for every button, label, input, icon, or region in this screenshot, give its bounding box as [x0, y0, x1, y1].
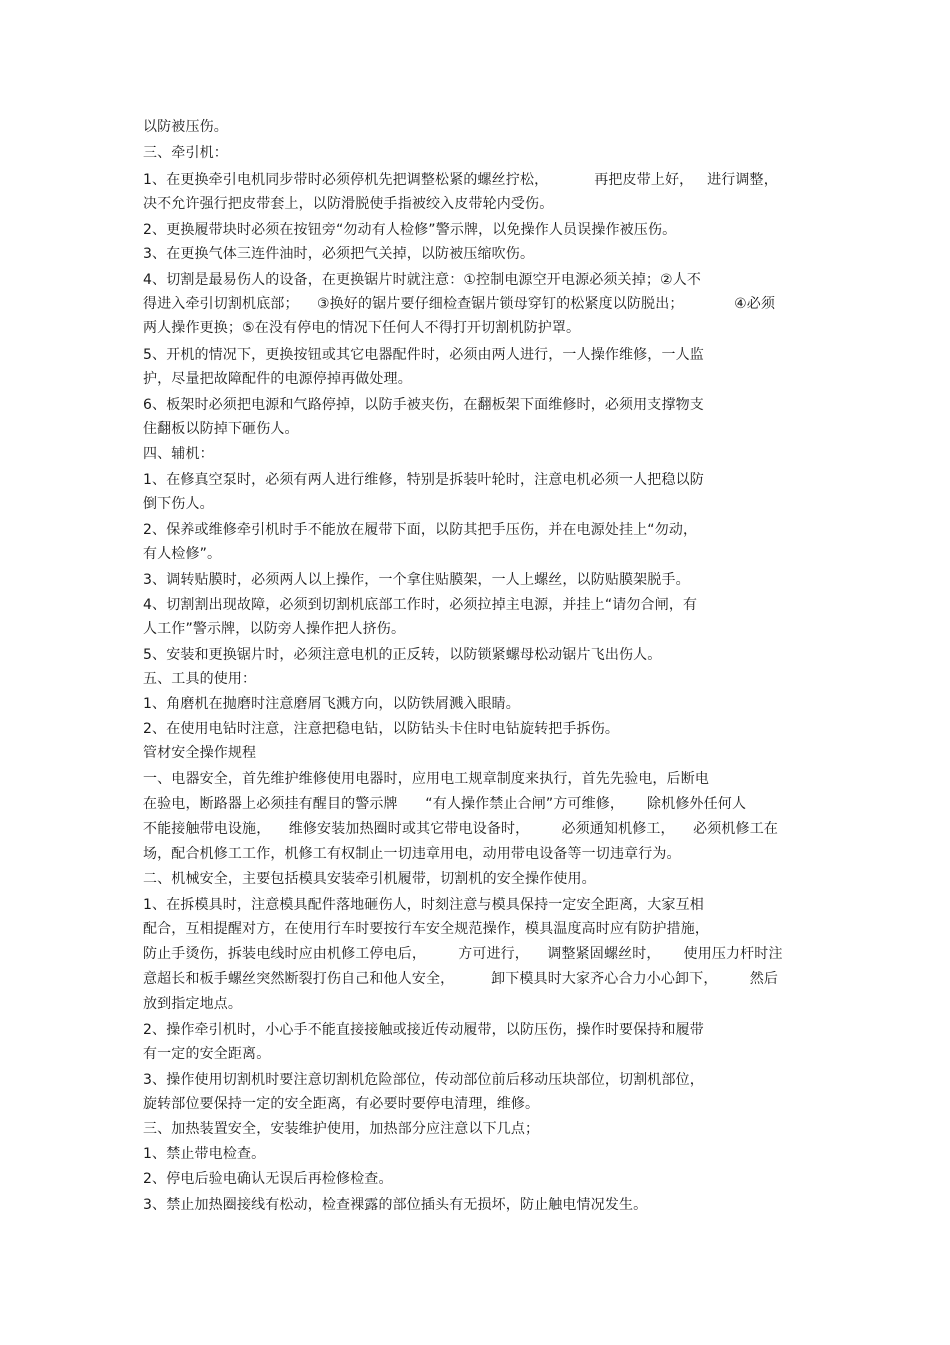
- text-line: 5、安装和更换锯片时，必须注意电机的正反转，以防锁紧螺母松动锯片飞出伤人。: [143, 647, 662, 663]
- text-line: 住翻板以防掉下砸伤人。: [143, 421, 299, 437]
- text-line: 二、机械安全，主要包括模具安装牵引机履带，切割机的安全操作使用。: [143, 871, 596, 887]
- text-line: 2、停电后验电确认无误后再检修检查。: [143, 1171, 393, 1187]
- text-line: 不能接触带电设施， 维修安装加热圈时或其它带电设备时， 必须通知机修工， 必须机修工在: [143, 821, 779, 837]
- text-line: 有人检修”。: [143, 546, 222, 562]
- text-line: 得进入牵引切割机底部； ③换好的锯片要仔细检查锯片锁母穿钉的松紧度以防脱出； ④必须: [143, 296, 776, 312]
- text-line: 2、更换履带块时必须在按钮旁“勿动有人检修”警示牌，以免操作人员误操作被压伤。: [143, 222, 677, 238]
- text-line: 6、板架时必须把电源和气路停掉，以防手被夹伤，在翻板架下面维修时，必须用支撑物支: [143, 397, 704, 413]
- text-line: 2、保养或维修牵引机时手不能放在履带下面，以防其把手压伤，并在电源处挂上“勿动，: [143, 522, 698, 538]
- text-line: 以防被压伤。: [143, 119, 228, 135]
- text-line: 有一定的安全距离。: [143, 1046, 271, 1062]
- text-line: 配合，互相提醒对方，在使用行车时要按行车安全规范操作，模具温度高时应有防护措施，: [143, 921, 709, 937]
- text-line: 意超长和板手螺丝突然断裂打伤自己和他人安全， 卸下模具时大家齐心合力小心卸下， 然后: [143, 971, 779, 987]
- text-line: 3、操作使用切割机时要注意切割机危险部位，传动部位前后移动压块部位，切割机部位，: [143, 1072, 704, 1088]
- text-line: 防止手烫伤，拆装电线时应由机修工停电后， 方可进行， 调整紧固螺丝时， 使用压力杆时注: [143, 946, 783, 962]
- text-line: 1、在更换牵引电机同步带时必须停机先把调整松紧的螺丝拧松， 再把皮带上好， 进行调整，: [143, 172, 778, 188]
- text-line: 旋转部位要保持一定的安全距离，有必要时要停电清理，维修。: [143, 1096, 540, 1112]
- document-title: 管材安全操作规程: [143, 745, 257, 761]
- text-line: 3、在更换气体三连件油时，必须把气关掉，以防被压缩吹伤。: [143, 246, 535, 262]
- section-heading: 五、工具的使用：: [143, 671, 257, 687]
- text-line: 5、开机的情况下，更换按钮或其它电器配件时，必须由两人进行，一人操作维修，一人监: [143, 347, 704, 363]
- text-line: 在验电，断路器上必须挂有醒目的警示牌 “有人操作禁止合闸”方可维修， 除机修外任何人: [143, 796, 747, 812]
- text-line: 2、在使用电钻时注意，注意把稳电钻，以防钻头卡住时电钻旋转把手拆伤。: [143, 721, 620, 737]
- text-line: 1、在修真空泵时，必须有两人进行维修，特别是拆装叶轮时，注意电机必须一人把稳以防: [143, 472, 704, 488]
- text-line: 场，配合机修工工作，机修工有权制止一切违章用电，动用带电设备等一切违章行为。: [143, 846, 681, 862]
- text-line: 4、切割割出现故障，必须到切割机底部工作时，必须拉掉主电源，并挂上“请勿合闸，有: [143, 597, 698, 613]
- text-line: 1、角磨机在抛磨时注意磨屑飞溅方向，以防铁屑溅入眼睛。: [143, 696, 520, 712]
- text-line: 两人操作更换；⑤在没有停电的情况下任何人不得打开切割机防护罩。: [143, 320, 581, 336]
- section-heading: 四、辅机：: [143, 446, 214, 462]
- text-line: 3、禁止加热圈接线有松动，检查裸露的部位插头有无损坏，防止触电情况发生。: [143, 1197, 648, 1213]
- text-line: 3、调转贴膜时，必须两人以上操作，一个拿住贴膜架，一人上螺丝，以防贴膜架脱手。: [143, 572, 690, 588]
- section-heading: 三、加热装置安全，安装维护使用，加热部分应注意以下几点；: [143, 1121, 540, 1137]
- text-line: 决不允许强行把皮带套上，以防滑脱使手指被绞入皮带轮内受伤。: [143, 196, 554, 212]
- text-line: 护，尽量把故障配件的电源停掉再做处理。: [143, 371, 412, 387]
- text-line: 倒下伤人。: [143, 496, 214, 512]
- text-line: 1、在拆模具时，注意模具配件落地砸伤人，时刻注意与模具保持一定安全距离，大家互相: [143, 897, 704, 913]
- text-line: 人工作”警示牌，以防旁人操作把人挤伤。: [143, 621, 406, 637]
- text-line: 放到指定地点。: [143, 996, 243, 1012]
- text-line: 一、电器安全，首先维护维修使用电器时，应用电工规章制度来执行，首先先验电，后断电: [143, 771, 709, 787]
- text-line: 1、禁止带电检查。: [143, 1146, 266, 1162]
- text-line: 2、操作牵引机时，小心手不能直接接触或接近传动履带，以防压伤，操作时要保持和履带: [143, 1022, 704, 1038]
- section-heading: 三、牵引机：: [143, 145, 228, 161]
- text-line: 4、切割是最易伤人的设备，在更换锯片时就注意：①控制电源空开电源必须关掉；②人不: [143, 272, 702, 288]
